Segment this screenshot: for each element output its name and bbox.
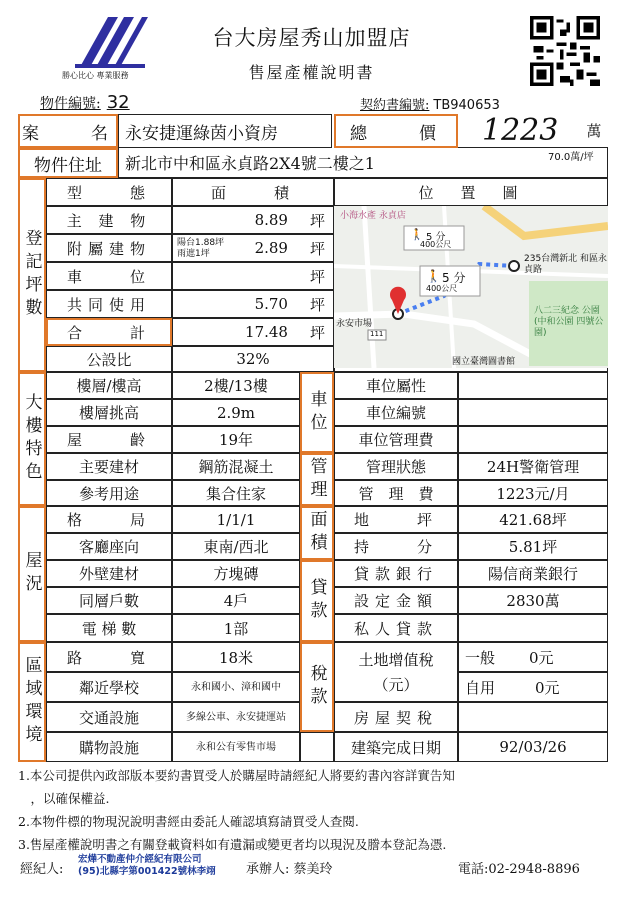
map-road-label: 111 <box>370 330 384 338</box>
agent-company-line2: (95)北縣字第001422號林李翊 <box>78 866 216 877</box>
contract-number <box>360 94 500 113</box>
condition-row-label: 格 局 <box>46 506 172 533</box>
parking-row-value <box>458 426 608 453</box>
land-tax-general-value: 0元 <box>529 648 554 667</box>
area-row-label: 附屬建物 <box>46 234 172 262</box>
address-value: 新北市中和區永貞路2X4號二樓之1 <box>118 148 608 178</box>
map-park-label: 八二三紀念 公園(中和公園 四號公園) <box>534 306 604 338</box>
map-route-dist-2: 400公尺 <box>426 284 458 293</box>
public-ratio-label: 公設比 <box>46 346 172 372</box>
condition-row-label: 電 梯 數 <box>46 614 172 642</box>
item-number <box>40 92 130 113</box>
area-value: 2.89 <box>254 239 288 257</box>
price-value: 1223 <box>482 113 559 148</box>
area-unit: 坪 <box>309 267 325 286</box>
management-row-label: 管 理 費 <box>334 480 458 506</box>
parking-row-value <box>458 372 608 399</box>
company-name: 台大房屋秀山加盟店 <box>212 26 411 50</box>
building-row-label: 參考用途 <box>46 480 172 506</box>
area-unit: 坪 <box>309 295 325 314</box>
area-total-unit: 坪 <box>309 323 325 342</box>
parking-row-value <box>458 399 608 426</box>
condition-row-value: 1/1/1 <box>172 506 300 533</box>
condition-row-value: 4戶 <box>172 587 300 614</box>
parking-section-label: 車位 <box>300 372 334 453</box>
case-name-label: 案 名 <box>18 114 118 148</box>
condition-row-value: 東南/西北 <box>172 533 300 560</box>
building-row-value: 集合住家 <box>172 480 300 506</box>
loan-row-value: 陽信商業銀行 <box>458 560 608 587</box>
map-route-time-1: 5 分 <box>426 232 446 243</box>
land-tax-label: 土地增值稅 <box>358 651 434 669</box>
contract-number-label: 契約書編號: <box>360 98 430 113</box>
deed-tax-value <box>458 702 608 732</box>
env-row-label: 購物設施 <box>46 732 172 762</box>
env-row-label: 路 寬 <box>46 642 172 672</box>
notes <box>18 764 455 856</box>
deed-tax-label: 房屋契稅 <box>334 702 458 732</box>
loan-row-value: 2830萬 <box>458 587 608 614</box>
land-tax-general-label: 一般 <box>465 648 496 667</box>
env-row-value: 永和公有零售市場 <box>172 732 300 762</box>
completion-spacer <box>300 732 334 762</box>
parking-row-label: 車位編號 <box>334 399 458 426</box>
area-row-label: 車 位 <box>46 262 172 290</box>
building-row-value: 鋼筋混凝土 <box>172 453 300 480</box>
env-row-value: 多線公車、永安捷運站 <box>172 702 300 732</box>
item-number-value: 32 <box>106 92 130 113</box>
phone-number: 02-2948-8896 <box>488 862 580 877</box>
agent-company-line1: 宏燁不動產仲介經紀有限公司 <box>78 854 202 865</box>
address-label: 物件住址 <box>18 148 118 178</box>
loan-row-label: 設定金額 <box>334 587 458 614</box>
management-row-label: 管理狀態 <box>334 453 458 480</box>
env-row-value: 18米 <box>172 642 300 672</box>
completion-label: 建築完成日期 <box>334 732 458 762</box>
area-row-value <box>172 206 334 234</box>
building-row-label: 樓層挑高 <box>46 399 172 426</box>
agent-company <box>78 854 216 878</box>
env-row-label: 鄰近學校 <box>46 672 172 702</box>
note-line: 3.售屋產權說明書之有關登載資料如有遺漏或變更者均以現況及謄本登記為憑. <box>18 837 447 852</box>
qr-code-icon <box>530 16 600 86</box>
map-route-dist-1: 400公尺 <box>420 240 452 249</box>
area-row-value <box>172 262 334 290</box>
map-origin-label: 永安市場 <box>336 319 373 329</box>
loan-row-label: 私人貸款 <box>334 614 458 642</box>
building-row-value: 2.9m <box>172 399 300 426</box>
parking-row-label: 車位屬性 <box>334 372 458 399</box>
land-row-value: 5.81坪 <box>458 533 608 560</box>
area-total-label: 合 計 <box>46 318 172 346</box>
phone-label: 電話: <box>458 862 489 877</box>
agent-label: 經紀人: <box>20 862 64 877</box>
condition-section-label: 屋況 <box>18 506 46 642</box>
map-col-label: 位 置 圖 <box>334 178 608 206</box>
phone <box>458 858 580 877</box>
note-line: 2.本物件標的物現況說明書經由委託人確認填寫請買受人查閱. <box>18 814 359 829</box>
area-row-label: 共同使用 <box>46 290 172 318</box>
map-store-label: 小海水產 永貞店 <box>340 211 406 221</box>
document-title: 售屋產權說明書 <box>248 63 375 82</box>
area-value: 5.70 <box>254 295 288 313</box>
loan-row-value <box>458 614 608 642</box>
area-row-label: 主 建 物 <box>46 206 172 234</box>
walking-icon: 🚶 <box>426 269 441 283</box>
completion-value: 92/03/26 <box>458 732 608 762</box>
land-tax-self-value: 0元 <box>535 678 560 697</box>
condition-row-value: 方塊磚 <box>172 560 300 587</box>
area-section-label: 登記坪數 <box>18 178 46 372</box>
area-row-value <box>172 234 334 262</box>
unit-price: 70.0萬/坪 <box>548 152 594 163</box>
env-row-value: 永和國小、漳和國中 <box>172 672 300 702</box>
environment-section-label: 區域環境 <box>18 642 46 762</box>
map-destination-label: 235台灣新北 和區永貞路 <box>524 254 608 275</box>
env-row-label: 交通設施 <box>46 702 172 732</box>
land-row-value: 421.68坪 <box>458 506 608 533</box>
land-row-label: 持 分 <box>334 533 458 560</box>
location-map <box>334 206 608 368</box>
case-name-value: 永安捷運綠茵小資房 <box>118 114 332 148</box>
walking-icon: 🚶 <box>410 228 424 241</box>
building-row-label: 屋 齡 <box>46 426 172 453</box>
land-tax-self-label: 自用 <box>465 678 496 697</box>
contract-number-value: TB940653 <box>433 98 500 113</box>
public-ratio-value: 32% <box>172 346 334 372</box>
map-route-time-2: 5 分 <box>442 271 466 285</box>
area-total-row <box>172 318 334 346</box>
parking-row-label: 車位管理費 <box>334 426 458 453</box>
management-section-label: 管理 <box>300 453 334 506</box>
building-section-label: 大樓特色 <box>18 372 46 506</box>
management-row-value: 1223元/月 <box>458 480 608 506</box>
item-number-label: 物件編號: <box>40 96 101 112</box>
loan-section-label: 貸款 <box>300 560 334 642</box>
building-row-label: 樓層/樓高 <box>46 372 172 399</box>
price-label: 總 價 <box>334 114 458 148</box>
logo-caption: 勝心比心 專業服務 <box>62 71 129 80</box>
building-row-value: 19年 <box>172 426 300 453</box>
area-row-value <box>172 290 334 318</box>
condition-row-label: 同層戶數 <box>46 587 172 614</box>
building-row-value: 2樓/13樓 <box>172 372 300 399</box>
area-value: 8.89 <box>254 211 288 229</box>
area-col-area: 面 積 <box>172 178 334 206</box>
area-total-value: 17.48 <box>245 323 288 341</box>
price-box <box>458 114 608 148</box>
handler-name: 蔡美玲 <box>293 862 333 877</box>
note-line: 1.本公司提供內政部版本要約書買受人於購屋時請經紀人將要約書內容詳實告知 <box>18 768 455 783</box>
building-row-label: 主要建材 <box>46 453 172 480</box>
area-col-type: 型 態 <box>46 178 172 206</box>
handler <box>246 858 333 877</box>
land-tax-general <box>458 642 608 672</box>
loan-row-label: 貸款銀行 <box>334 560 458 587</box>
note-line: ，以確保權益. <box>18 791 110 806</box>
land-tax-unit: （元） <box>373 676 419 694</box>
condition-row-label: 客廳座向 <box>46 533 172 560</box>
area-note: 陽台1.88坪 雨遮1坪 <box>177 238 225 259</box>
area-unit: 坪 <box>309 239 325 258</box>
land-tax-self <box>458 672 608 702</box>
area-unit: 坪 <box>309 211 325 230</box>
land-section-label: 面積 <box>300 506 334 560</box>
management-row-value: 24H警衛管理 <box>458 453 608 480</box>
condition-row-label: 外壁建材 <box>46 560 172 587</box>
map-library-label: 國立臺灣圖書館 <box>452 357 516 367</box>
land-row-label: 地 坪 <box>334 506 458 533</box>
land-tax-label-cell <box>334 642 458 702</box>
condition-row-value: 1部 <box>172 614 300 642</box>
tax-section-label: 稅款 <box>300 642 334 732</box>
handler-label: 承辦人: <box>246 862 290 877</box>
price-unit: 萬 <box>586 122 602 140</box>
